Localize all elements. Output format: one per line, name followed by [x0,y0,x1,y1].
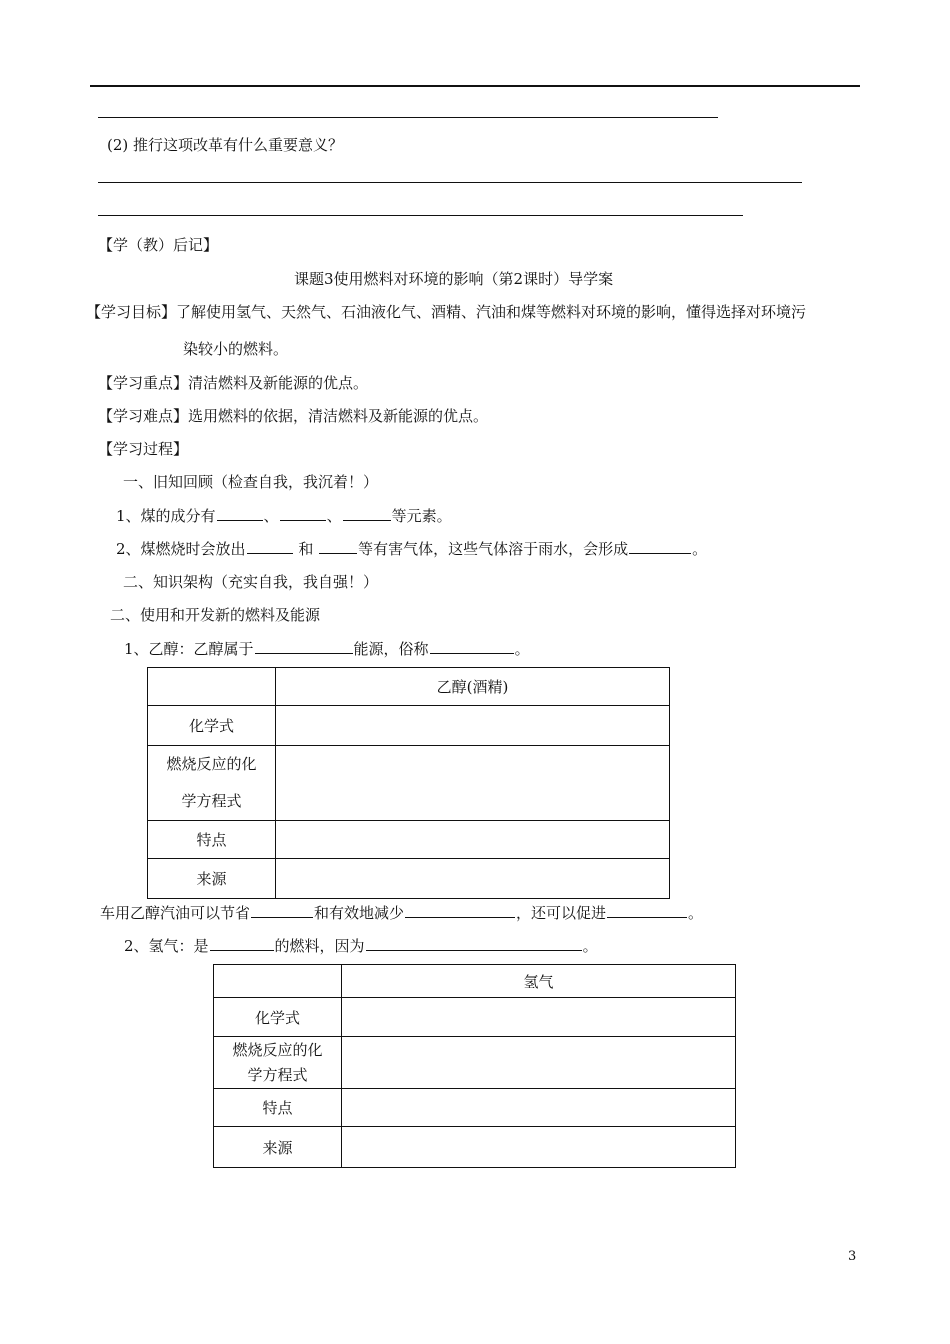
row-label: 特点 [214,1089,342,1127]
fill-blank[interactable] [343,506,391,521]
difficulty-line [98,405,488,426]
row-label: 化学式 [148,706,276,746]
fill-blank[interactable] [210,936,274,951]
answer-cell[interactable] [342,1037,736,1089]
answer-line [98,182,802,183]
process-label: 【学习过程】 [98,440,189,458]
fill-blank[interactable] [366,936,582,951]
difficulty-text: 选用燃料的依据，清洁燃料及新能源的优点。 [188,407,489,425]
fill-blank[interactable] [255,639,353,654]
fill-blank[interactable] [430,639,514,654]
row-label: 来源 [214,1127,342,1168]
row-label: 化学式 [214,998,342,1037]
ethanol-table [147,667,670,899]
framework-heading: 二、知识架构（充实自我，我自强！） [123,573,379,591]
answer-cell[interactable] [276,746,670,821]
goal-label: 【学习目标】 [86,303,177,321]
table-header: 乙醇(酒精) [276,668,670,706]
question-2: (2) 推行这项改革有什么重要意义？ [107,136,344,154]
focus-line [98,372,368,393]
answer-cell[interactable] [342,1127,736,1168]
goal-text-cont: 染较小的燃料。 [183,340,289,358]
focus-text: 清洁燃料及新能源的优点。 [188,374,369,392]
fill-blank[interactable] [247,539,293,554]
review-q1: 1、煤的成分有 、 、 等元素。 [116,507,452,525]
fill-blank[interactable] [629,539,691,554]
focus-label: 【学习重点】 [98,374,189,392]
row-label: 燃烧反应的化 学方程式 [148,746,276,821]
fill-blank[interactable] [280,506,326,521]
review-q2: 2、煤燃烧时会放出 和 等有害气体，这些气体溶于雨水，会形成 。 [116,540,708,558]
fill-blank[interactable] [405,903,515,918]
ethanol-gasoline-line: 车用乙醇汽油可以节省 和有效地减少 ，还可以促进 。 [100,904,704,922]
row-label: 燃烧反应的化 学方程式 [214,1037,342,1089]
ethanol-question: 1、乙醇：乙醇属于 能源，俗称 。 [124,640,530,658]
afterword-label: 【学（教）后记】 [98,236,219,254]
goal-text: 了解使用氢气、天然气、石油液化气、酒精、汽油和煤等燃料对环境的影响，懂得选择对环境污 [176,303,807,321]
row-label: 特点 [148,821,276,859]
top-rule [90,85,860,87]
answer-cell[interactable] [276,821,670,859]
table-corner-cell [148,668,276,706]
answer-cell[interactable] [276,859,670,899]
page-number: 3 [848,1249,857,1264]
answer-line [98,117,718,118]
goal-line [86,301,806,322]
hydrogen-table [213,964,736,1168]
fill-blank[interactable] [607,903,687,918]
row-label: 来源 [148,859,276,899]
fill-blank[interactable] [319,539,357,554]
fill-blank[interactable] [217,506,263,521]
review-heading: 一、旧知回顾（检查自我，我沉着！） [123,473,379,491]
answer-line [98,215,743,216]
difficulty-label: 【学习难点】 [98,407,189,425]
answer-cell[interactable] [342,1089,736,1127]
answer-cell[interactable] [276,706,670,746]
fill-blank[interactable] [251,903,313,918]
hydrogen-question: 2、氢气：是 的燃料，因为 。 [124,937,598,955]
table-header: 氢气 [342,965,736,998]
page-title: 课题3使用燃料对环境的影响（第2课时）导学案 [294,270,614,288]
table-corner-cell [214,965,342,998]
framework-subheading: 二、使用和开发新的燃料及能源 [110,606,321,624]
answer-cell[interactable] [342,998,736,1037]
